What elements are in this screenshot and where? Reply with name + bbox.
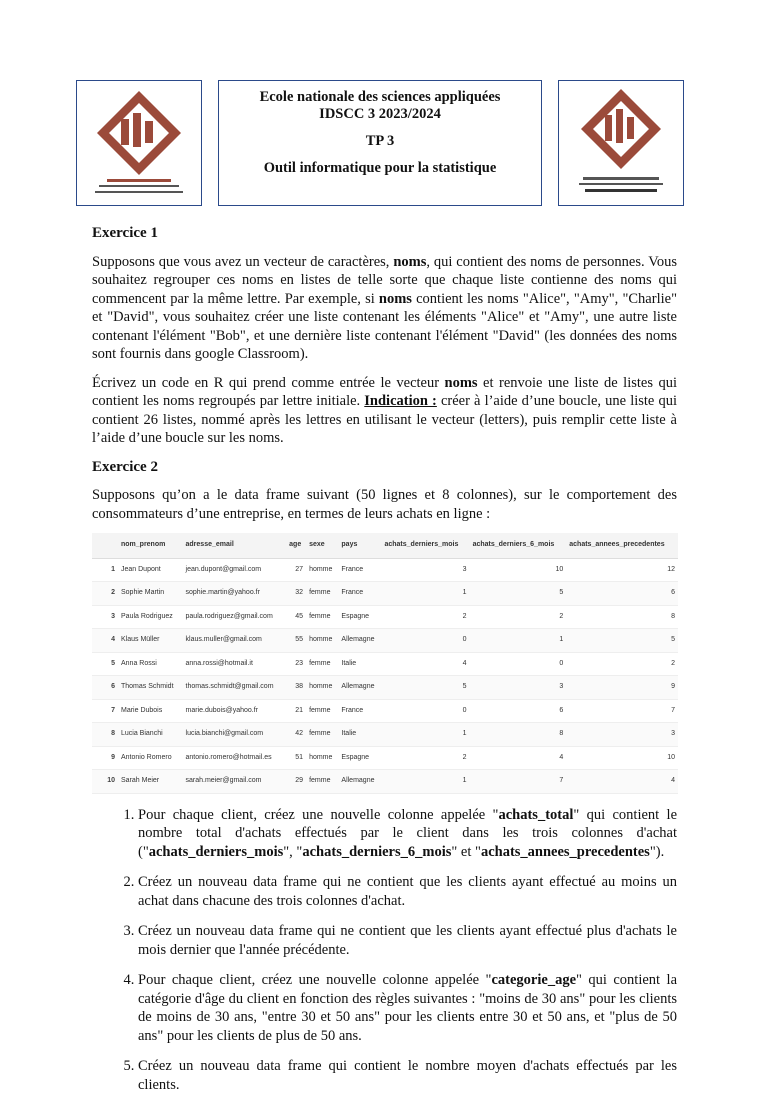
- table-cell: Sarah Meier: [118, 770, 183, 794]
- table-cell: 2: [381, 746, 469, 770]
- table-cell: 21: [286, 699, 306, 723]
- column-header: achats_derniers_6_mois: [470, 533, 567, 558]
- table-cell: 1: [92, 558, 118, 582]
- table-cell: jean.dupont@gmail.com: [183, 558, 287, 582]
- column-header: age: [286, 533, 306, 558]
- table-cell: 6: [92, 676, 118, 700]
- table-cell: homme: [306, 746, 338, 770]
- column-header: achats_derniers_mois: [381, 533, 469, 558]
- table-row: [92, 676, 678, 700]
- table-cell: 0: [381, 699, 469, 723]
- table-cell: 5: [470, 582, 567, 606]
- table-cell: 45: [286, 605, 306, 629]
- table-cell: 9: [92, 746, 118, 770]
- table-cell: 4: [470, 746, 567, 770]
- table-cell: 6: [470, 699, 567, 723]
- table-cell: klaus.muller@gmail.com: [183, 629, 287, 653]
- table-cell: 10: [470, 558, 567, 582]
- table-cell: anna.rossi@hotmail.it: [183, 652, 287, 676]
- table-cell: France: [338, 558, 381, 582]
- document-body: [92, 224, 677, 1106]
- column-header: [92, 533, 118, 558]
- table-cell: Allemagne: [338, 770, 381, 794]
- table-cell: femme: [306, 723, 338, 747]
- exercise-2-title: Exercice 2: [92, 458, 158, 475]
- table-cell: 42: [286, 723, 306, 747]
- table-cell: 8: [566, 605, 678, 629]
- table-cell: sophie.martin@yahoo.fr: [183, 582, 287, 606]
- table-cell: 4: [381, 652, 469, 676]
- column-header: achats_annees_precedentes: [566, 533, 678, 558]
- column-header: pays: [338, 533, 381, 558]
- table-row: [92, 746, 678, 770]
- table-cell: 7: [566, 699, 678, 723]
- school-name: Ecole nationale des sciences appliquées: [259, 89, 501, 105]
- table-cell: Allemagne: [338, 629, 381, 653]
- table-cell: 10: [92, 770, 118, 794]
- table-cell: 9: [566, 676, 678, 700]
- table-cell: 3: [470, 676, 567, 700]
- table-cell: 1: [470, 629, 567, 653]
- table-cell: 8: [470, 723, 567, 747]
- table-cell: Marie Dubois: [118, 699, 183, 723]
- table-cell: 4: [566, 770, 678, 794]
- question-4: 4. Pour chaque client, créez une nouvelle colonne appelée "categorie_age" qui contient la catégorie d'âge du client en fonction des règles suivantes : "moins de 30 ans" pour les clients de moins de 30 ans, "entre 30 et 50 ans" pour les clients entre 30 et 50 ans, et "plus de 50 ans" pour les clients de plus de 50 ans.: [138, 971, 677, 1045]
- question-2: 2. Créez un nouveau data frame qui ne contient que les clients ayant effectué au moins un achat dans chacune des trois colonnes d'achat.: [138, 873, 677, 910]
- table-row: [92, 770, 678, 794]
- table-row: [92, 605, 678, 629]
- table-cell: marie.dubois@yahoo.fr: [183, 699, 287, 723]
- exercise-1-title: Exercice 1: [92, 225, 158, 241]
- table-cell: 27: [286, 558, 306, 582]
- table-cell: 3: [566, 723, 678, 747]
- table-cell: 51: [286, 746, 306, 770]
- exercise-1-paragraph-2: Écrivez un code en R qui prend comme entrée le vecteur noms et renvoie une liste de listes qui contient les noms regroupés par lettre initiale. Indication : créer à l’aide d’une boucle, une liste qui contient 26 listes, nommé après les lettres en utilisant le vecteur (letters), puis remplir cette liste à l’aide d’une boucle sur les noms.: [92, 374, 677, 446]
- table-row: [92, 652, 678, 676]
- table-row: [92, 699, 678, 723]
- table-cell: 0: [381, 629, 469, 653]
- indication-label: Indication :: [364, 393, 437, 409]
- table-cell: 32: [286, 582, 306, 606]
- table-cell: Thomas Schmidt: [118, 676, 183, 700]
- table-cell: femme: [306, 652, 338, 676]
- document-header: [76, 80, 686, 208]
- table-cell: 55: [286, 629, 306, 653]
- table-cell: 10: [566, 746, 678, 770]
- table-cell: 7: [92, 699, 118, 723]
- table-header-row: [92, 533, 678, 558]
- table-cell: thomas.schmidt@gmail.com: [183, 676, 287, 700]
- table-cell: 7: [470, 770, 567, 794]
- table-cell: 1: [381, 770, 469, 794]
- table-cell: paula.rodriguez@gmail.com: [183, 605, 287, 629]
- table-body: [92, 558, 678, 793]
- table-cell: 5: [381, 676, 469, 700]
- table-cell: Allemagne: [338, 676, 381, 700]
- table-cell: 2: [566, 652, 678, 676]
- table-cell: Jean Dupont: [118, 558, 183, 582]
- question-5: 5. Créez un nouveau data frame qui contient le nombre moyen d'achats effectués par les clients.: [138, 1057, 677, 1094]
- exercise-2-intro: Supposons qu’on a le data frame suivant (50 lignes et 8 colonnes), sur le comportement des consommateurs d’une entreprise, en termes de leurs achats en ligne :: [92, 487, 677, 522]
- table-cell: 23: [286, 652, 306, 676]
- table-cell: femme: [306, 582, 338, 606]
- table-cell: Anna Rossi: [118, 652, 183, 676]
- course-title: Outil informatique pour la statistique: [263, 160, 497, 176]
- table-cell: femme: [306, 605, 338, 629]
- table-cell: 2: [381, 605, 469, 629]
- ensa-logo-icon: [77, 81, 201, 205]
- table-cell: France: [338, 582, 381, 606]
- table-cell: 2: [470, 605, 567, 629]
- table-cell: homme: [306, 629, 338, 653]
- column-header: sexe: [306, 533, 338, 558]
- table-cell: 3: [381, 558, 469, 582]
- table-cell: homme: [306, 676, 338, 700]
- table-cell: Klaus Müller: [118, 629, 183, 653]
- table-cell: 2: [92, 582, 118, 606]
- table-row: [92, 582, 678, 606]
- table-cell: Sophie Martin: [118, 582, 183, 606]
- table-row: [92, 723, 678, 747]
- table-cell: Italie: [338, 723, 381, 747]
- table-cell: 6: [566, 582, 678, 606]
- ump-logo-icon: [559, 81, 683, 205]
- table-cell: femme: [306, 699, 338, 723]
- table-cell: homme: [306, 558, 338, 582]
- tp-number: TP 3: [365, 133, 395, 149]
- title-box: [218, 80, 542, 206]
- table-cell: 4: [92, 629, 118, 653]
- table-cell: femme: [306, 770, 338, 794]
- program-label: IDSCC 3 2023/2024: [319, 106, 441, 122]
- table-cell: Espagne: [338, 605, 381, 629]
- question-3: 3. Créez un nouveau data frame qui ne contient que les clients ayant effectué plus d'achats le mois dernier que l'année précédente.: [138, 922, 677, 959]
- table-cell: Antonio Romero: [118, 746, 183, 770]
- ump-logo: [558, 80, 684, 206]
- table-cell: 1: [381, 582, 469, 606]
- table-cell: 3: [92, 605, 118, 629]
- table-cell: lucia.bianchi@gmail.com: [183, 723, 287, 747]
- table-cell: Italie: [338, 652, 381, 676]
- table-row: [92, 558, 678, 582]
- table-cell: 1: [381, 723, 469, 747]
- table-cell: 5: [566, 629, 678, 653]
- column-header: nom_prenom: [118, 533, 183, 558]
- table-cell: 12: [566, 558, 678, 582]
- table-cell: antonio.romero@hotmail.es: [183, 746, 287, 770]
- table-cell: 38: [286, 676, 306, 700]
- table-cell: 8: [92, 723, 118, 747]
- data-frame-table: [92, 533, 678, 794]
- table-cell: sarah.meier@gmail.com: [183, 770, 287, 794]
- question-1: 1. Pour chaque client, créez une nouvelle colonne appelée "achats_total" qui contient le nombre total d'achats effectués par le client dans les trois colonnes d'achat ("achats_derniers_mois", "achats_derniers_6_mois" et "achats_annees_precedentes").: [138, 806, 677, 862]
- table-cell: France: [338, 699, 381, 723]
- ensa-logo: [76, 80, 202, 206]
- table-cell: Espagne: [338, 746, 381, 770]
- table-cell: 5: [92, 652, 118, 676]
- table-cell: Lucia Bianchi: [118, 723, 183, 747]
- exercise-2-questions: [92, 806, 677, 1095]
- table-cell: 29: [286, 770, 306, 794]
- table-cell: 0: [470, 652, 567, 676]
- column-header: adresse_email: [183, 533, 287, 558]
- exercise-1-paragraph-1: Supposons que vous avez un vecteur de caractères, noms, qui contient des noms de personnes. Vous souhaitez regrouper ces noms en listes de telle sorte que chaque liste contienne des noms qui commencent par la même lettre. Par exemple, si noms contient les noms "Alice", "Amy", "Charlie" et "David", vous souhaitez créer une liste contenant les éléments "Alice" et "Amy", une autre liste contenant l'élément "Bob", et une dernière liste contenant l'élément "David" (les données des noms sont fournis dans google Classroom).: [92, 253, 678, 362]
- table-cell: Paula Rodriguez: [118, 605, 183, 629]
- table-row: [92, 629, 678, 653]
